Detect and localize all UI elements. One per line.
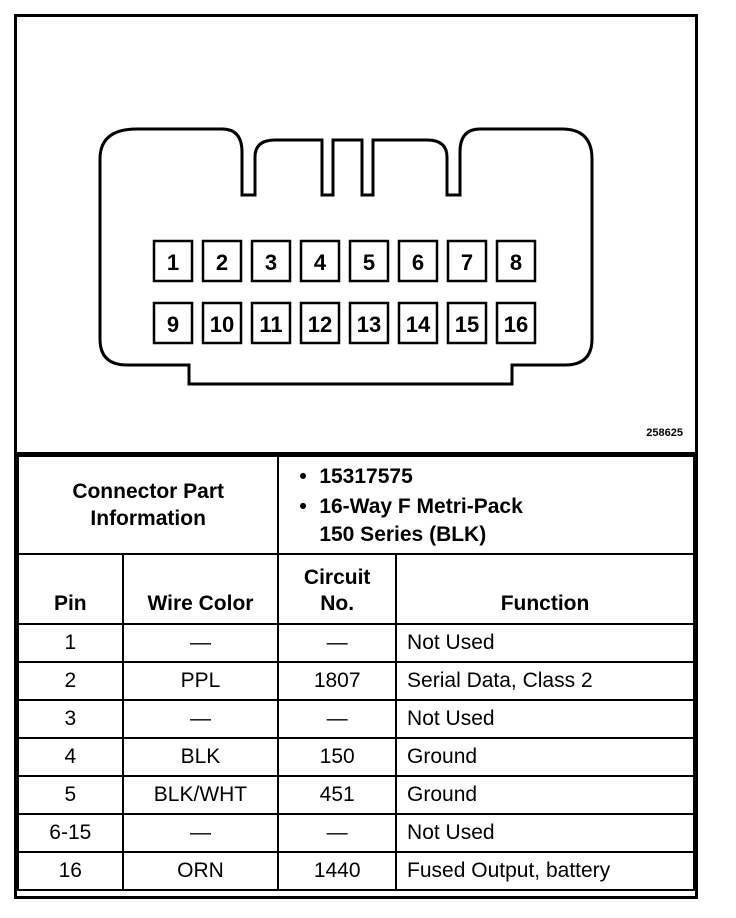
pin-number-6: 6 <box>411 250 425 275</box>
table-row <box>18 814 694 852</box>
pin-number-7: 7 <box>460 250 474 275</box>
header-row <box>18 554 694 624</box>
header-circuit-line1: Circuit <box>303 566 371 589</box>
cell-function: Ground <box>396 738 694 776</box>
pin-number-3: 3 <box>264 250 278 275</box>
pin-number-16: 16 <box>503 312 529 337</box>
cell-pin: 16 <box>18 852 123 890</box>
connector-description-line2: 150 Series (BLK) <box>319 523 487 546</box>
description-line1: 16-Way F Metri-Pack <box>319 495 523 518</box>
table-row <box>18 852 694 890</box>
header-circuit-line2: No. <box>320 592 355 615</box>
cell-pin: 2 <box>18 662 123 700</box>
pin-number-13: 13 <box>356 312 382 337</box>
cell-wire-color: — <box>123 624 279 662</box>
pin-number-9: 9 <box>166 312 180 337</box>
cell-pin: 5 <box>18 776 123 814</box>
pin-number-12: 12 <box>307 312 333 337</box>
pin-number-4: 4 <box>313 250 327 275</box>
bullet-icon: • <box>299 465 307 488</box>
cell-pin: 4 <box>18 738 123 776</box>
figure-frame <box>14 14 698 899</box>
table-row <box>18 776 694 814</box>
table-row <box>18 738 694 776</box>
pin-number-5: 5 <box>362 250 376 275</box>
cell-wire-color: BLK <box>123 738 279 776</box>
cell-function: Fused Output, battery <box>396 852 694 890</box>
cell-function: Serial Data, Class 2 <box>396 662 694 700</box>
connector-info-values <box>278 456 694 554</box>
cell-function: Not Used <box>396 700 694 738</box>
header-wire-color: Wire Color <box>123 554 279 624</box>
cell-wire-color: ORN <box>123 852 279 890</box>
cell-circuit: — <box>278 624 396 662</box>
cell-wire-color: PPL <box>123 662 279 700</box>
pin-number-10: 10 <box>209 312 235 337</box>
part-number <box>299 462 693 492</box>
cell-wire-color: — <box>123 814 279 852</box>
pin-number-11: 11 <box>259 312 283 337</box>
header-function: Function <box>396 554 694 624</box>
table-row <box>18 662 694 700</box>
cell-circuit: 451 <box>278 776 396 814</box>
cell-function: Not Used <box>396 814 694 852</box>
pin-number-8: 8 <box>509 250 523 275</box>
bullet-icon: • <box>299 495 307 518</box>
connector-info-label <box>18 456 278 554</box>
table-row <box>18 700 694 738</box>
connector-description <box>299 492 693 522</box>
cell-function: Not Used <box>396 624 694 662</box>
table-row <box>18 624 694 662</box>
cell-pin: 1 <box>18 624 123 662</box>
connector-info-label-line1: Connector Part <box>72 480 224 503</box>
connector-table <box>17 455 695 891</box>
pin-number-1: 1 <box>166 250 180 275</box>
cell-wire-color: BLK/WHT <box>123 776 279 814</box>
pin-number-15: 15 <box>454 312 480 337</box>
cell-circuit: — <box>278 814 396 852</box>
cell-function: Ground <box>396 776 694 814</box>
connector-drawing <box>17 17 695 452</box>
cell-circuit: 1440 <box>278 852 396 890</box>
pin-number-2: 2 <box>215 250 229 275</box>
cell-circuit: — <box>278 700 396 738</box>
cell-circuit: 1807 <box>278 662 396 700</box>
pin-number-14: 14 <box>405 312 431 337</box>
cell-wire-color: — <box>123 700 279 738</box>
connector-info-label-line2: Information <box>90 507 206 530</box>
header-pin: Pin <box>18 554 123 624</box>
figure-id: 258625 <box>646 427 683 439</box>
cell-circuit: 150 <box>278 738 396 776</box>
cell-pin: 6-15 <box>18 814 123 852</box>
connector-info-row <box>18 456 694 554</box>
connector-diagram <box>17 17 695 455</box>
cell-pin: 3 <box>18 700 123 738</box>
header-circuit <box>278 554 396 624</box>
part-number-text: 15317575 <box>319 465 413 488</box>
